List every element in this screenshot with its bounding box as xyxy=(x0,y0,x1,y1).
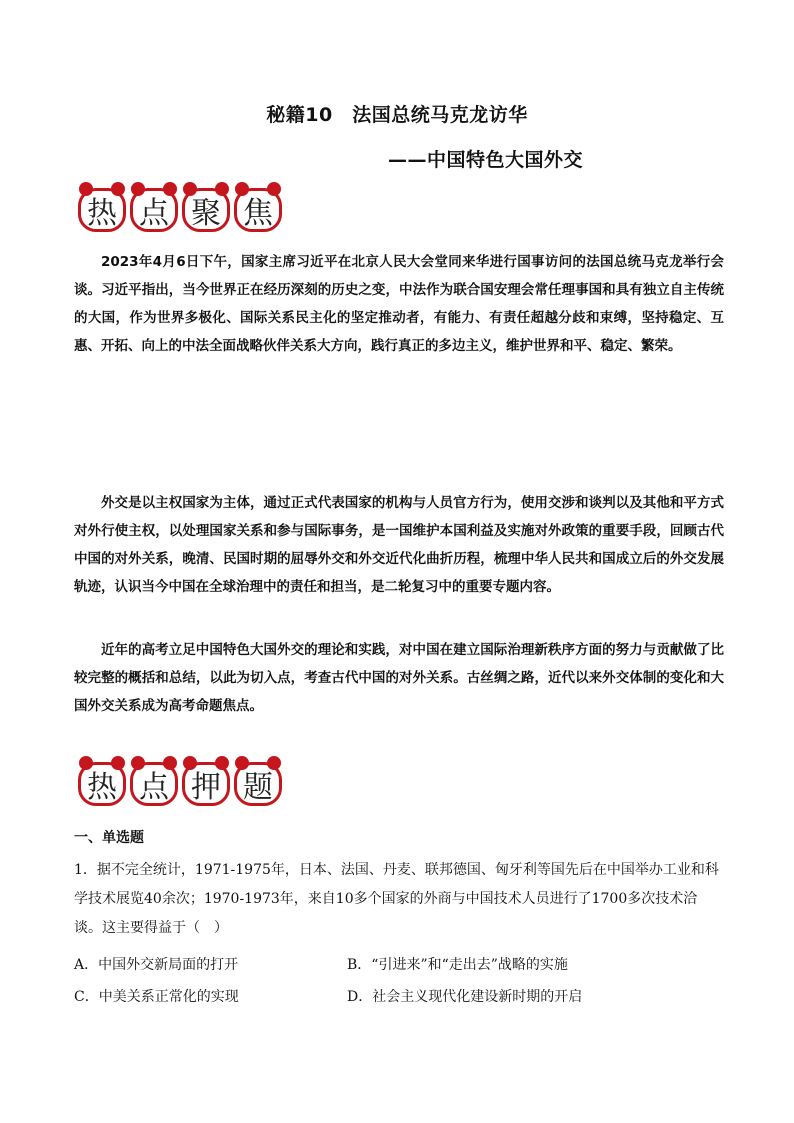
badge-char: 热 xyxy=(78,762,126,806)
badge-char: 点 xyxy=(130,762,178,806)
title-line-2: ——中国特色大国外交 xyxy=(388,149,584,171)
paragraph-3: 近年的高考立足中国特色大国外交的理论和实践，对中国在建立国际治理新秩序方面的努力与贡献做了比较完整的概括和总结，以此为切入点，考查古代中国的对外关系。古丝绸之路，近代以来外交体制的变化和大国外交关系成为高考命题焦点。 xyxy=(74,642,724,714)
hot-predict-badge xyxy=(78,762,282,810)
question-stem: 1．据不完全统计，1971-1975年，日本、法国、丹麦、联邦德国、匈牙利等国先后在中国举办工业和科学技术展览40余次；1970-1973年，来自10多个国家的外商与中国技术人员进行了1700多次技术洽谈。这主要得益于（ ） xyxy=(74,862,719,936)
hot-focus-badge xyxy=(78,188,282,236)
section-title: 一、单选题 xyxy=(74,830,144,846)
title-line-1: 秘籍10 法国总统马克龙访华 xyxy=(266,104,528,126)
option-b[interactable]: B．“引进来”和“走出去”战略的实施 xyxy=(347,957,568,973)
option-c[interactable]: C．中美关系正常化的实现 xyxy=(74,989,239,1005)
badge-char: 热 xyxy=(78,188,126,232)
badge-char: 题 xyxy=(234,762,282,806)
badge-char: 押 xyxy=(182,762,230,806)
option-d[interactable]: D．社会主义现代化建设新时期的开启 xyxy=(347,989,583,1005)
badge-char: 聚 xyxy=(182,188,230,232)
badge-char: 点 xyxy=(130,188,178,232)
paragraph-1: 2023年4月6日下午，国家主席习近平在北京人民大会堂同来华进行国事访问的法国总统马克龙举行会谈。习近平指出，当今世界正在经历深刻的历史之变，中法作为联合国安理会常任理事国和具有独立自主传统的大国，作为世界多极化、国际关系民主化的坚定推动者，有能力、有责任超越分歧和束缚，坚持稳定、互惠、开拓、向上的中法全面战略伙伴关系大方向，践行真正的多边主义，维护世界和平、稳定、繁荣。 xyxy=(74,254,724,354)
option-a[interactable]: A．中国外交新局面的打开 xyxy=(74,957,239,973)
badge-char: 焦 xyxy=(234,188,282,232)
paragraph-2: 外交是以主权国家为主体，通过正式代表国家的机构与人员官方行为，使用交涉和谈判以及其他和平方式对外行使主权，以处理国家关系和参与国际事务，是一国维护本国利益及实施对外政策的重要手段，回顾古代中国的对外关系，晚清、民国时期的屈辱外交和外交近代化曲折历程，梳理中华人民共和国成立后的外交发展轨迹，认识当今中国在全球治理中的责任和担当，是二轮复习中的重要专题内容。 xyxy=(74,495,724,595)
